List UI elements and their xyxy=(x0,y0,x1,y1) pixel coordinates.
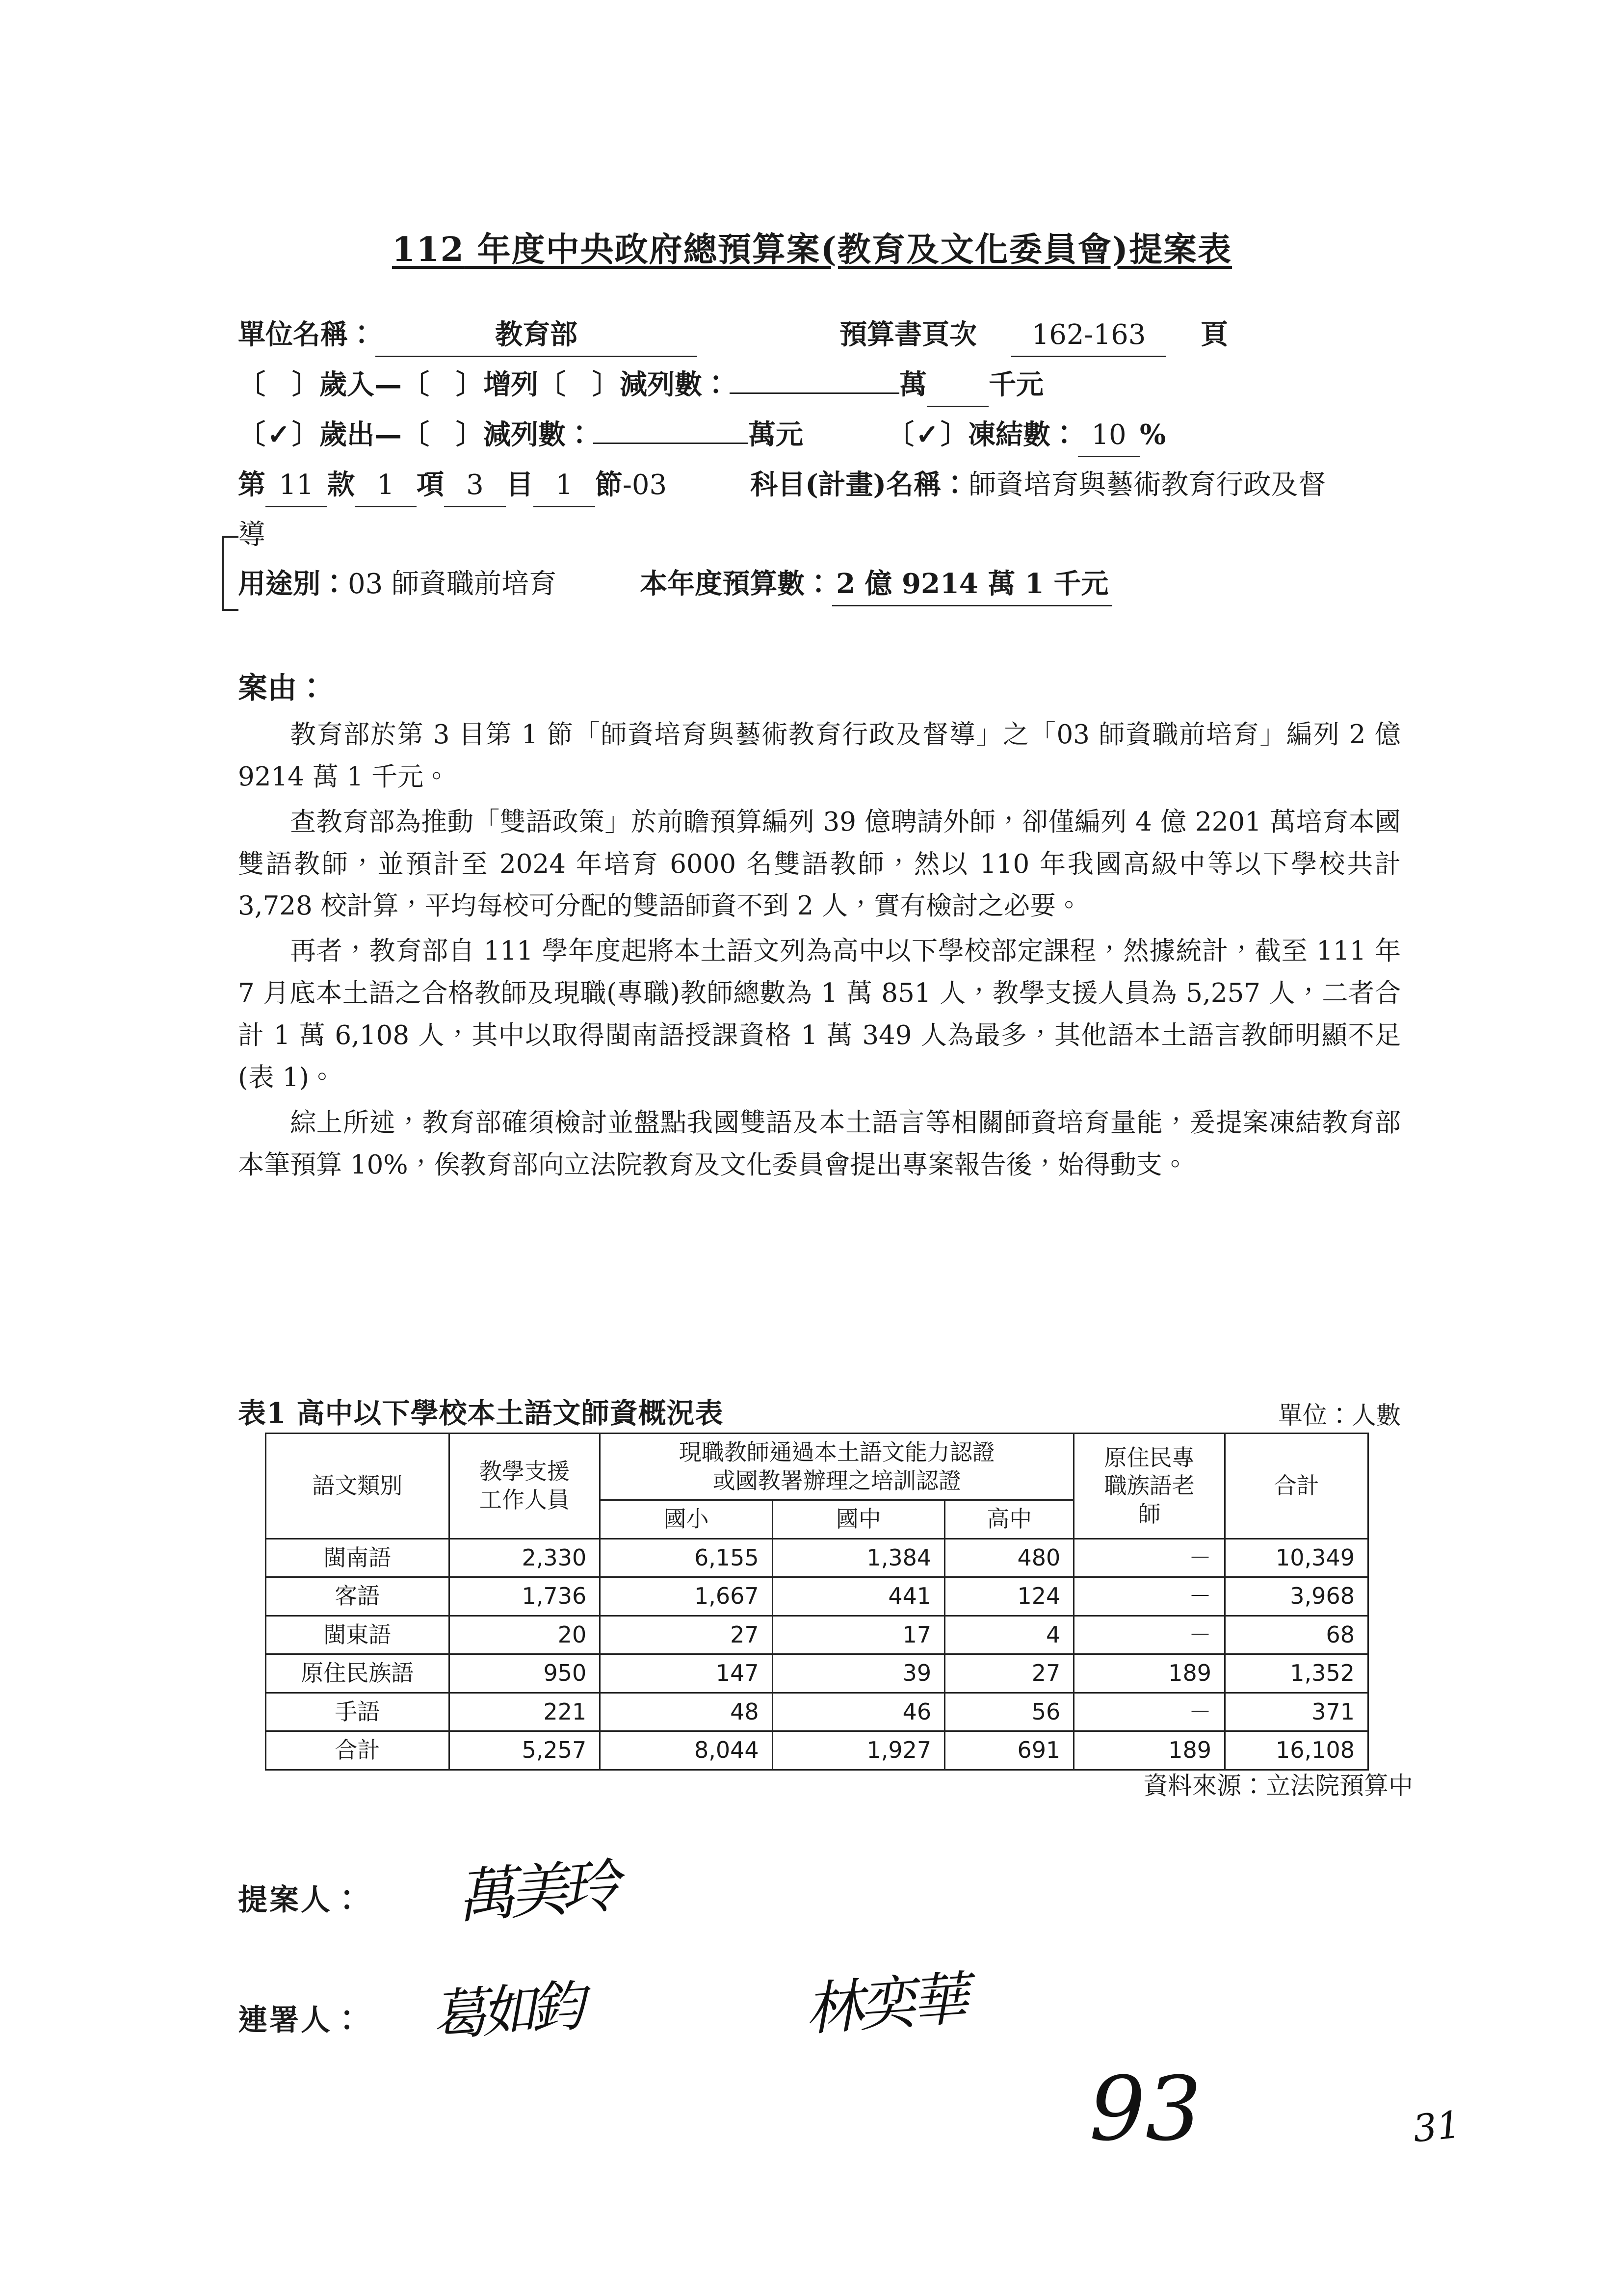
cell-category: 原住民族語 xyxy=(266,1654,449,1693)
table-row xyxy=(266,1539,1368,1577)
cosigner-signature-1: 葛如鈞 xyxy=(430,1974,581,2049)
subject-value: 師資培育與藝術教育行政及督 xyxy=(969,469,1326,501)
cell-elementary: 147 xyxy=(600,1654,772,1693)
expense-row xyxy=(238,414,1406,457)
freeze-unit: % xyxy=(1140,418,1166,451)
table-header-row xyxy=(266,1434,1368,1500)
cell-total: 1,352 xyxy=(1225,1654,1368,1693)
cell-support: 221 xyxy=(449,1693,600,1731)
cell-total: 371 xyxy=(1225,1693,1368,1731)
expense-bracket-open: 〔 xyxy=(238,418,265,451)
header-category: 語文類別 xyxy=(266,1434,449,1539)
item-xiang-unit: 項 xyxy=(417,469,444,501)
item-jie-unit: 節 xyxy=(595,469,623,501)
cell-category: 閩南語 xyxy=(266,1539,449,1577)
cell-support: 20 xyxy=(449,1616,600,1654)
header-certified-group: 現職教師通過本土語文能力認證 或國教署辦理之培訓認證 xyxy=(600,1434,1074,1500)
item-sub-value: -03 xyxy=(623,469,667,501)
expense-checkbox[interactable]: ✓ xyxy=(267,418,290,451)
expense-label: 〕 xyxy=(292,418,319,451)
unit-row xyxy=(238,314,1406,357)
cell-junior: 46 xyxy=(772,1693,944,1731)
native-language-teacher-table xyxy=(265,1433,1369,1771)
header-support-staff: 教學支援 工作人員 xyxy=(449,1434,600,1539)
case-paragraph: 查教育部為推動「雙語政策」於前瞻預算編列 39 億聘請外師，卻僅編列 4 億 2201 萬培育本國雙語教師，並預計至 2024 年培育 6000 名雙語教師，然以 110 年我國高級中等以下學校共計 3,728 校計算，平均每校可分配的雙語師資不到 2 人，實有檢討之必要。 xyxy=(238,807,1401,921)
cell-indigenous: 189 xyxy=(1074,1654,1225,1693)
item-kuan-label: 第 xyxy=(238,469,265,501)
cell-elementary: 1,667 xyxy=(600,1577,772,1616)
cell-junior: 1,927 xyxy=(772,1731,944,1770)
cell-total: 68 xyxy=(1225,1616,1368,1654)
cell-elementary: 48 xyxy=(600,1693,772,1731)
table-row xyxy=(266,1577,1368,1616)
cell-category: 客語 xyxy=(266,1577,449,1616)
expense-decrease-value[interactable] xyxy=(593,443,748,444)
year-budget-label: 本年度預算數： xyxy=(640,567,833,600)
cell-indigenous: － xyxy=(1074,1616,1225,1654)
table-caption: 表1 高中以下學校本土語文師資概況表 xyxy=(238,1397,724,1430)
revenue-increase-label: 〕增列〔 xyxy=(456,368,566,401)
case-paragraph: 再者，教育部自 111 學年度起將本土語文列為高中以下學校部定課程，然據統計，截至 111 年 7 月底本土語之合格教師及現職(專職)教師總數為 1 萬 851 人，教學支援人員為 5,257 人，二者合計 1 萬 6,108 人，其中以取得閩南語授課資格 1 萬 349 人為最多，其他語本土語言教師明顯不足(表 1)。 xyxy=(238,936,1401,1093)
budget-page-label: 預算書頁次 xyxy=(839,318,977,351)
purpose-row xyxy=(238,563,1406,606)
header-elementary: 國小 xyxy=(600,1500,772,1539)
cell-junior: 39 xyxy=(772,1654,944,1693)
cosigner-signature-2: 林奕華 xyxy=(803,1964,967,2044)
revenue-amount-value[interactable] xyxy=(730,392,899,394)
cell-senior: 124 xyxy=(945,1577,1074,1616)
budget-page-value: 162-163 xyxy=(1011,314,1166,357)
unit-label: 單位名稱： xyxy=(238,318,375,351)
cell-senior: 480 xyxy=(945,1539,1074,1577)
subject-label: 科目(計畫)名稱： xyxy=(750,469,969,501)
item-kuan-unit: 款 xyxy=(327,469,355,501)
proposer-label: 提案人： xyxy=(238,1883,364,1917)
purpose-value: 03 師資職前培育 xyxy=(348,568,557,600)
cell-support: 5,257 xyxy=(449,1731,600,1770)
cell-indigenous: 189 xyxy=(1074,1731,1225,1770)
cell-indigenous: － xyxy=(1074,1577,1225,1616)
revenue-row xyxy=(238,364,1406,407)
cell-junior: 17 xyxy=(772,1616,944,1654)
expense-dec-bracket-open: 〔 xyxy=(402,418,429,451)
header-total: 合計 xyxy=(1225,1434,1368,1539)
item-xiang-value: 1 xyxy=(355,464,417,507)
freeze-value[interactable]: 10 xyxy=(1078,414,1140,457)
cell-elementary: 27 xyxy=(600,1616,772,1654)
cell-category: 閩東語 xyxy=(266,1616,449,1654)
unit-value: 教育部 xyxy=(375,314,697,357)
cell-total: 10,349 xyxy=(1225,1539,1368,1577)
expense-decrease-unit: 萬元 xyxy=(748,418,803,451)
cell-category: 手語 xyxy=(266,1693,449,1731)
cell-junior: 441 xyxy=(772,1577,944,1616)
table-row xyxy=(266,1693,1368,1731)
item-kuan-value: 11 xyxy=(265,464,327,507)
page-number-corner: 31 xyxy=(1411,2102,1463,2151)
year-budget-value: 2 億 9214 萬 1 千元 xyxy=(832,563,1112,606)
case-paragraph: 綜上所述，教育部確須檢討並盤點我國雙語及本土語言等相關師資培育量能，爰提案凍結教育部本筆預算 10%，俟教育部向立法院教育及文化委員會提出專案報告後，始得動支。 xyxy=(238,1107,1401,1180)
freeze-bracket-open: 〔 xyxy=(887,418,914,451)
expense-decrease-label-text: 減列數： xyxy=(483,418,593,451)
table-unit-note: 單位：人數 xyxy=(1278,1401,1401,1430)
cell-support: 1,736 xyxy=(449,1577,600,1616)
revenue-unit-thousand: 千元 xyxy=(989,368,1044,401)
table-row xyxy=(266,1654,1368,1693)
cell-elementary: 6,155 xyxy=(600,1539,772,1577)
header-form xyxy=(238,314,1406,613)
page-number-handwritten: 93 xyxy=(1089,2058,1202,2161)
page-title-text: 年度中央政府總預算案(教育及文化委員會)提案表 xyxy=(464,230,1232,269)
revenue-unit-wan: 萬 xyxy=(899,368,927,401)
cell-support: 2,330 xyxy=(449,1539,600,1577)
purpose-label: 用途別： xyxy=(238,567,348,600)
expense-decrease-label: 〕 xyxy=(456,418,483,451)
page-title xyxy=(0,223,1624,271)
page-title-year: 112 xyxy=(392,230,465,269)
case-heading: 案由： xyxy=(238,671,326,705)
table-source-note: 資料來源：立法院預算中 xyxy=(1143,1772,1413,1800)
item-jie-value: 1 xyxy=(533,464,595,507)
freeze-bracket-close: 〕 xyxy=(941,418,968,451)
cell-senior: 27 xyxy=(945,1654,1074,1693)
item-mu-unit: 目 xyxy=(506,469,533,501)
proposer-signature: 萬美玲 xyxy=(454,1852,615,1931)
freeze-label: 凍結數： xyxy=(968,418,1078,451)
cell-category: 合計 xyxy=(266,1731,449,1770)
revenue-thousand-blank[interactable] xyxy=(927,364,989,407)
budget-page-suffix: 頁 xyxy=(1201,318,1228,351)
header-senior: 高中 xyxy=(945,1500,1074,1539)
cell-indigenous: － xyxy=(1074,1693,1225,1731)
cell-senior: 56 xyxy=(945,1693,1074,1731)
header-indigenous-teacher: 原住民專 職族語老 師 xyxy=(1074,1434,1225,1539)
table-row xyxy=(266,1616,1368,1654)
cell-support: 950 xyxy=(449,1654,600,1693)
cell-elementary: 8,044 xyxy=(600,1731,772,1770)
expense-label-text: 歲出— xyxy=(319,418,402,451)
cell-senior: 4 xyxy=(945,1616,1074,1654)
subject-value-cont: 導 xyxy=(238,519,265,551)
cell-junior: 1,384 xyxy=(772,1539,944,1577)
revenue-bracket-close: 〕歲入—〔 xyxy=(292,368,429,401)
header-junior: 國中 xyxy=(772,1500,944,1539)
cell-senior: 691 xyxy=(945,1731,1074,1770)
cell-total: 3,968 xyxy=(1225,1577,1368,1616)
item-mu-value: 3 xyxy=(444,464,506,507)
case-paragraph: 教育部於第 3 目第 1 節「師資培育與藝術教育行政及督導」之「03 師資職前培育」編列 2 億 9214 萬 1 千元。 xyxy=(238,720,1401,792)
budget-item-row-cont xyxy=(238,514,1406,556)
cell-total: 16,108 xyxy=(1225,1731,1368,1770)
freeze-checkbox[interactable]: ✓ xyxy=(916,418,939,451)
revenue-decrease-label: 〕減列數： xyxy=(592,368,730,401)
case-body xyxy=(238,714,1401,1189)
budget-item-row xyxy=(238,464,1406,507)
item-grouping-bracket xyxy=(222,536,238,611)
cosigner-label: 連署人： xyxy=(238,2003,364,2037)
table-row xyxy=(266,1731,1368,1770)
cell-indigenous: － xyxy=(1074,1539,1225,1577)
revenue-bracket-open: 〔 xyxy=(238,368,265,401)
